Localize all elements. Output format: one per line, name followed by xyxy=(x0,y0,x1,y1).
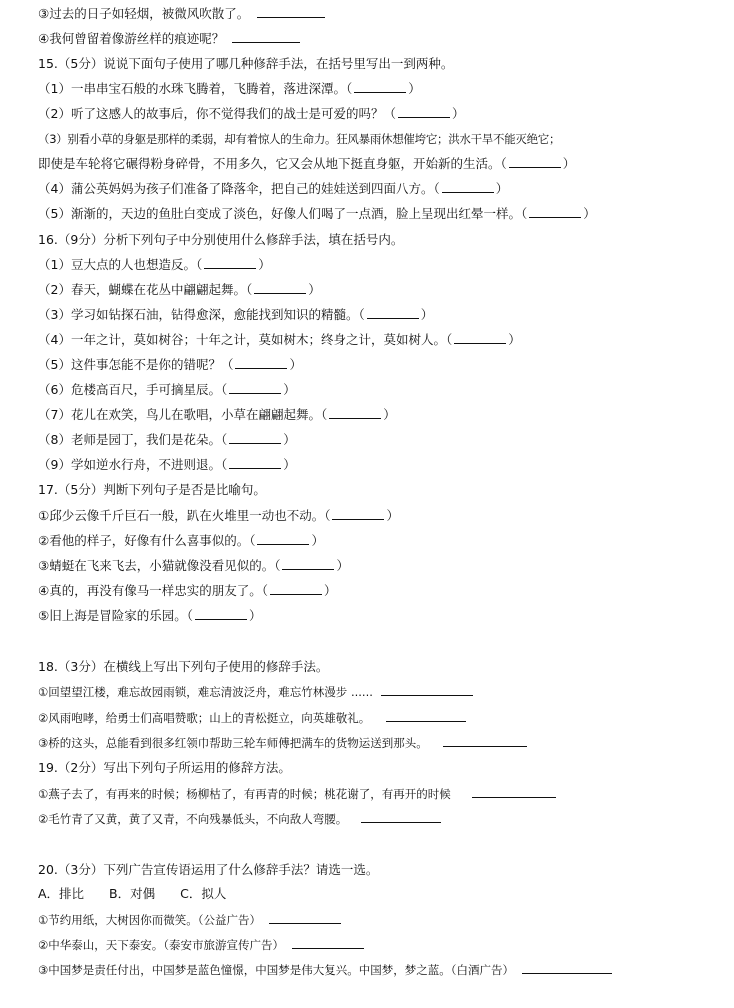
sentence-text: （8）老师是园丁，我们是花朵。（ xyxy=(38,432,228,447)
answer-line[interactable] xyxy=(472,786,556,798)
close-paren: ） xyxy=(583,206,596,221)
sentence-text: ②中华泰山，天下泰安。（泰安市旅游宣传广告） xyxy=(38,938,285,952)
sentence-text: ⑤旧上海是冒险家的乐园。（ xyxy=(38,608,193,623)
close-paren: ） xyxy=(420,307,434,322)
answer-line[interactable] xyxy=(232,31,300,43)
sentence-text: （4）一年之计，莫如树谷；十年之计，莫如树木；终身之计，莫如树人。（ xyxy=(38,332,453,347)
answer-line[interactable] xyxy=(386,710,466,722)
sentence-text: ③过去的日子如轻烟，被微风吹散了。 xyxy=(38,6,250,21)
sentence-text: ①节约用纸，大树因你而微笑。（公益广告） xyxy=(38,913,262,927)
sentence-text: ③桥的这头，总能看到很多红领巾帮助三轮车师傅把满车的货物运送到那头。 xyxy=(38,736,428,750)
question-18-title: 18.（3分）在横线上写出下列句子使用的修辞手法。 xyxy=(38,659,329,674)
answer-blank[interactable] xyxy=(329,408,381,419)
answer-blank[interactable] xyxy=(332,509,384,520)
answer-blank[interactable] xyxy=(257,534,309,545)
q15-item-4 xyxy=(38,181,508,197)
question-19-title: 19.（2分）写出下列句子所运用的修辞方法。 xyxy=(38,760,291,775)
q15-item-5 xyxy=(38,206,596,222)
answer-line[interactable] xyxy=(361,811,441,823)
sentence-text: ①燕子去了，有再来的时候；杨柳枯了，有再青的时候；桃花谢了，有再开的时候 xyxy=(38,787,451,801)
sentence-text: ④我何曾留着像游丝样的痕迹呢？ xyxy=(38,31,225,46)
question-15-title: 15.（5分）说说下面句子使用了哪几种修辞手法，在括号里写出一到两种。 xyxy=(38,56,454,71)
answer-blank[interactable] xyxy=(254,283,306,294)
answer-blank[interactable] xyxy=(235,358,287,369)
answer-blank[interactable] xyxy=(529,207,581,218)
q16-item-2 xyxy=(38,282,321,298)
answer-line[interactable] xyxy=(269,912,341,924)
answer-blank[interactable] xyxy=(509,157,561,168)
q19-item-2 xyxy=(38,811,441,827)
close-paren: ） xyxy=(495,181,509,196)
sentence-text: ②看他的样子，好像有什么喜事似的。（ xyxy=(38,533,256,548)
answer-blank[interactable] xyxy=(204,258,256,269)
sentence-text: （1）一串串宝石般的水珠飞腾着，飞腾着，落进深潭。（ xyxy=(38,81,353,96)
sentence-text: （6）危楼高百尺，手可摘星辰。（ xyxy=(38,382,228,397)
close-paren: ） xyxy=(283,382,296,397)
q16-item-3 xyxy=(38,307,433,323)
answer-blank[interactable] xyxy=(282,559,334,570)
sentence-text: （9）学如逆水行舟，不进则退。（ xyxy=(38,457,228,472)
sentence-text: ③蜻蜓在飞来飞去，小猫就像没看见似的。（ xyxy=(38,558,281,573)
close-paren: ） xyxy=(283,457,296,472)
sentence-text: ④真的，再没有像马一样忠实的朋友了。（ xyxy=(38,583,268,598)
close-paren: ） xyxy=(562,156,576,171)
sentence-text: 即使是车轮将它碾得粉身碎骨，不用多久，它又会从地下挺直身躯，开始新的生活。（ xyxy=(38,156,507,171)
q20-item-3 xyxy=(38,962,612,978)
sentence-text: ③中国梦是责任付出，中国梦是蓝色憧憬，中国梦是伟大复兴。中国梦，梦之蓝。（白酒广告） xyxy=(38,963,515,977)
close-paren: ） xyxy=(311,533,324,548)
q16-item-9 xyxy=(38,457,296,473)
q15-item-2 xyxy=(38,106,464,122)
q17-item-5 xyxy=(38,608,261,624)
q15-item-1 xyxy=(38,81,421,97)
item-3-line xyxy=(38,6,325,22)
answer-line[interactable] xyxy=(522,962,612,974)
sentence-text: （4）蒲公英妈妈为孩子们准备了降落伞，把自己的娃娃送到四面八方。（ xyxy=(38,181,440,196)
answer-line[interactable] xyxy=(443,735,527,747)
q15-item-3b xyxy=(38,156,575,172)
answer-blank[interactable] xyxy=(229,458,281,469)
answer-blank[interactable] xyxy=(270,584,322,595)
q17-item-3 xyxy=(38,558,349,574)
answer-blank[interactable] xyxy=(454,333,506,344)
answer-blank[interactable] xyxy=(354,82,406,93)
sentence-text: （7）花儿在欢笑，鸟儿在歌唱，小草在翩翩起舞。（ xyxy=(38,407,328,422)
q20-item-1 xyxy=(38,912,341,928)
close-paren: ） xyxy=(258,257,271,272)
q15-item-3a: （3）别看小草的身躯是那样的柔弱，却有着惊人的生命力。狂风暴雨休想催垮它；洪水干旱不能灭绝它； xyxy=(38,132,561,146)
sentence-text: ①回望望江楼，难忘故园雨锁，难忘清波泛舟，难忘竹林漫步 ...... xyxy=(38,685,373,699)
answer-line[interactable] xyxy=(257,6,325,18)
close-paren: ） xyxy=(408,81,421,96)
close-paren: ） xyxy=(336,558,349,573)
q16-item-1 xyxy=(38,257,271,273)
close-paren: ） xyxy=(386,508,399,523)
close-paren: ） xyxy=(383,407,396,422)
sentence-text: ①邱少云像千斤巨石一般，趴在火堆里一动也不动。（ xyxy=(38,508,331,523)
q19-item-1 xyxy=(38,786,556,802)
sentence-text: （2）春天，蝴蝶在花丛中翩翩起舞。（ xyxy=(38,282,253,297)
question-16-title: 16.（9分）分析下列句子中分别使用什么修辞手法，填在括号内。 xyxy=(38,232,404,247)
answer-line[interactable] xyxy=(381,684,473,696)
q18-item-3 xyxy=(38,735,527,751)
q18-item-1 xyxy=(38,684,473,700)
q16-item-4 xyxy=(38,332,521,348)
answer-blank[interactable] xyxy=(398,107,450,118)
close-paren: ） xyxy=(451,106,465,121)
sentence-text: （3）学习如钻探石油，钻得愈深，愈能找到知识的精髓。（ xyxy=(38,307,365,322)
answer-line[interactable] xyxy=(292,937,364,949)
close-paren: ） xyxy=(283,432,296,447)
q17-item-2 xyxy=(38,533,324,549)
q16-item-6 xyxy=(38,382,296,398)
q20-options: A．排比 B．对偶 C．拟人 xyxy=(38,886,227,901)
sentence-text: （5）这件事怎能不是你的错呢？（ xyxy=(38,357,234,372)
sentence-text: （5）渐渐的，天边的鱼肚白变成了淡色，好像人们喝了一点酒，脸上呈现出红晕一样。（ xyxy=(38,206,528,221)
q16-item-8 xyxy=(38,432,296,448)
answer-blank[interactable] xyxy=(442,182,494,193)
close-paren: ） xyxy=(308,282,321,297)
sentence-text: ②毛竹青了又黄，黄了又青，不向残暴低头，不向敌人弯腰。 xyxy=(38,812,348,826)
q17-item-4 xyxy=(38,583,336,599)
sentence-text: （2）听了这感人的故事后，你不觉得我们的战士是可爱的吗？（ xyxy=(38,106,396,121)
close-paren: ） xyxy=(248,608,262,623)
sentence-text: ②风雨咆哮，给勇士们高唱赞歌；山上的青松挺立，向英雄敬礼。 xyxy=(38,711,371,725)
close-paren: ） xyxy=(508,332,521,347)
answer-blank[interactable] xyxy=(367,308,419,319)
answer-blank[interactable] xyxy=(229,383,281,394)
q20-item-2 xyxy=(38,937,364,953)
answer-blank[interactable] xyxy=(229,433,281,444)
sentence-text: （1）豆大点的人也想造反。（ xyxy=(38,257,203,272)
q16-item-5 xyxy=(38,357,302,373)
q18-item-2 xyxy=(38,710,466,726)
q17-item-1 xyxy=(38,508,399,524)
item-4-line xyxy=(38,31,300,47)
answer-blank[interactable] xyxy=(195,609,247,620)
question-17-title: 17.（5分）判断下列句子是否是比喻句。 xyxy=(38,482,266,497)
close-paren: ） xyxy=(323,583,337,598)
q16-item-7 xyxy=(38,407,396,423)
question-20-title: 20.（3分）下列广告宣传语运用了什么修辞手法？请选一选。 xyxy=(38,862,379,877)
close-paren: ） xyxy=(289,357,302,372)
